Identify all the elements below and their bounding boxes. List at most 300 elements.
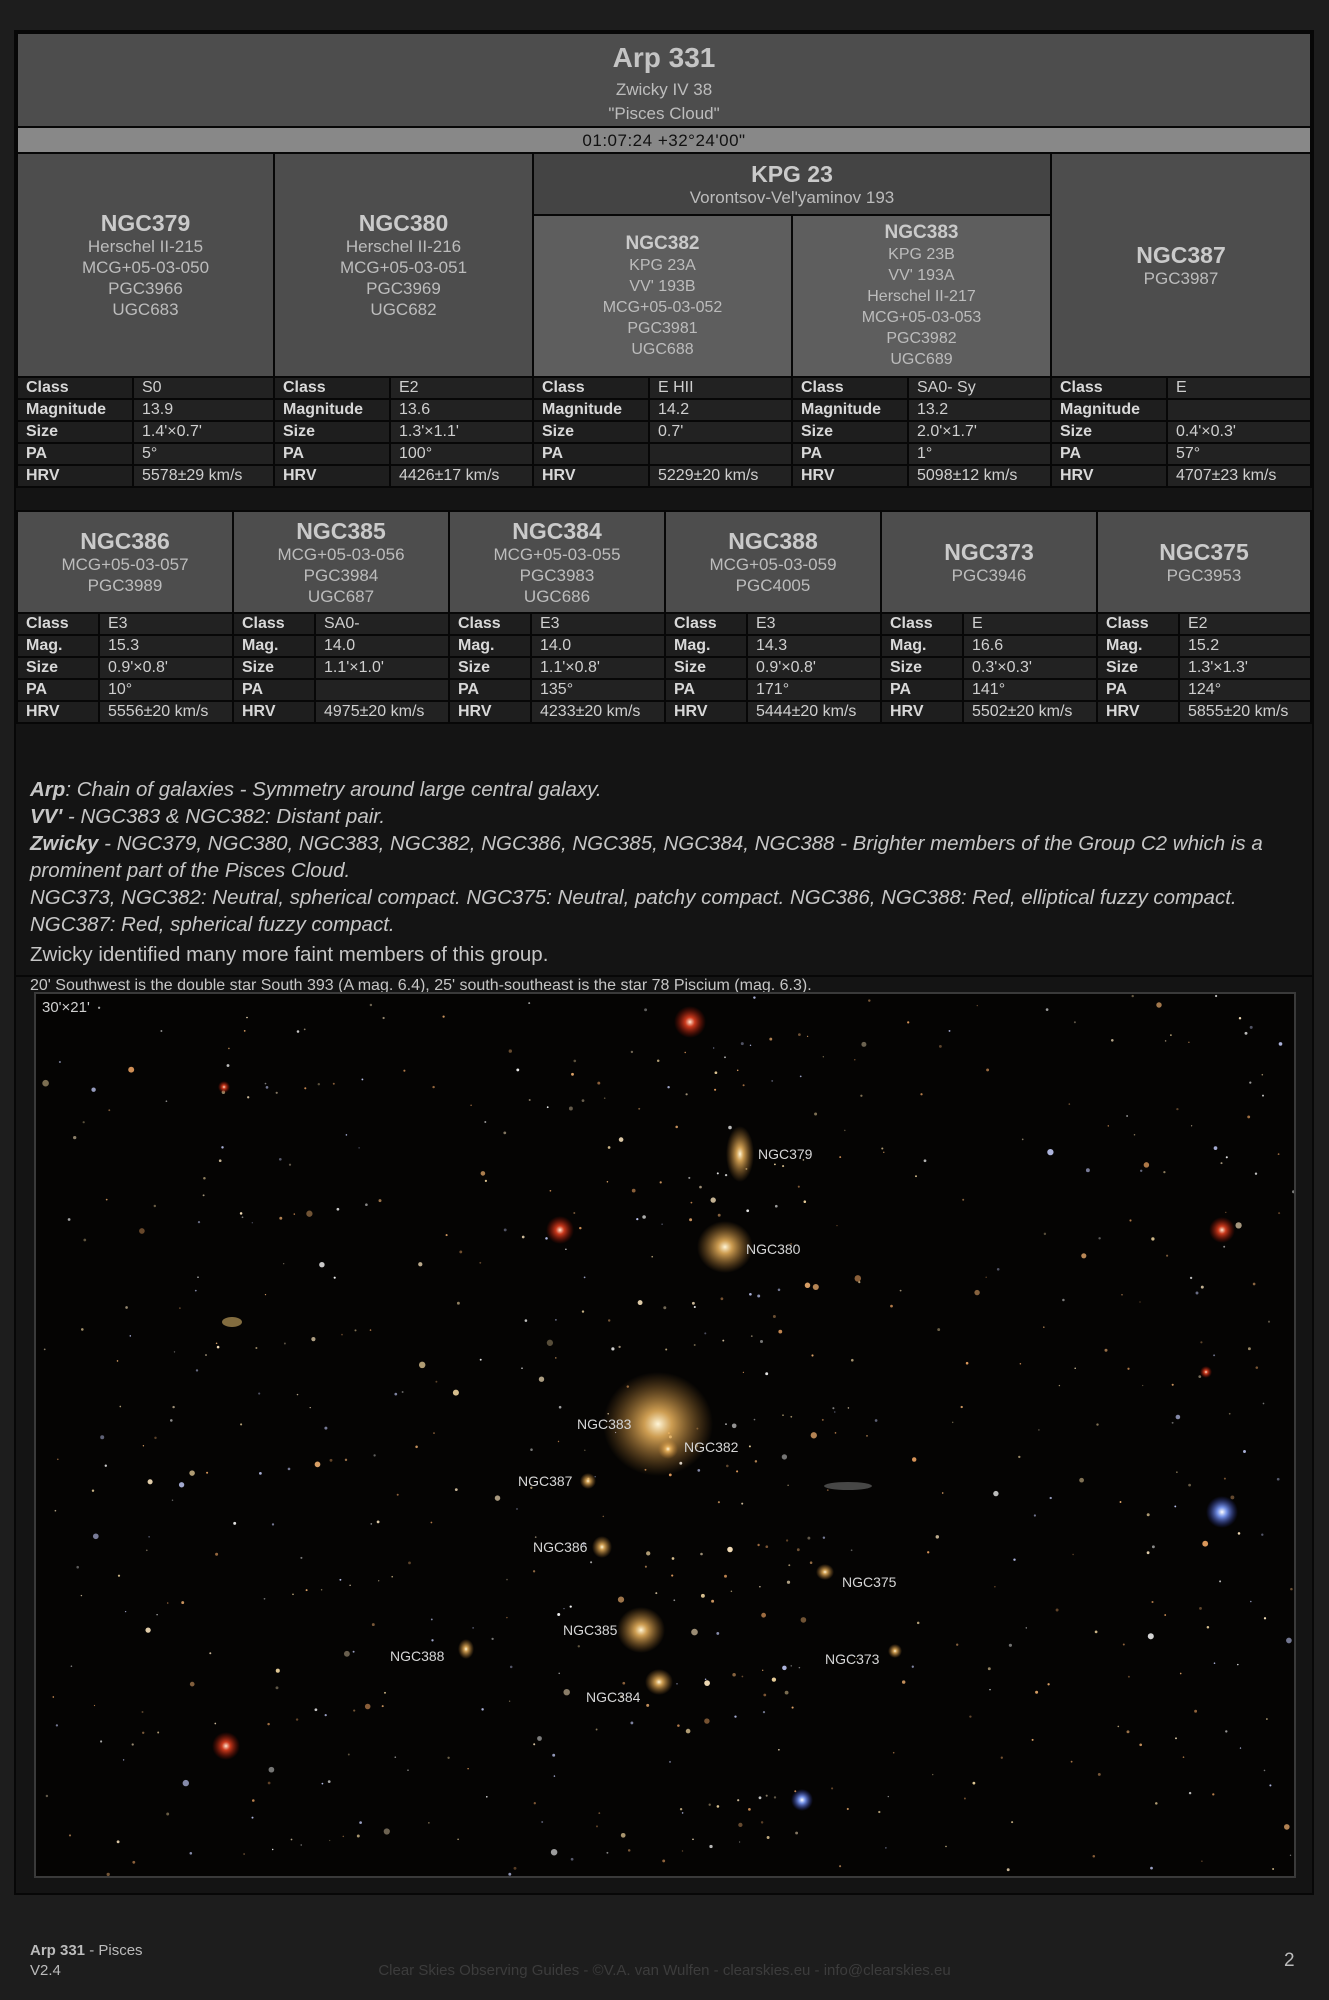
row-value: 5855±20 km/s	[1179, 701, 1311, 723]
star	[1129, 1219, 1131, 1221]
star	[453, 1390, 459, 1396]
star	[811, 1432, 817, 1438]
note-faint: Zwicky identified many more faint members of this group.	[30, 943, 549, 966]
data-table-ngc375	[1096, 612, 1312, 724]
star	[1268, 1321, 1270, 1323]
row-value: 14.2	[649, 399, 792, 421]
kpg-subtitle: Vorontsov-Vel'yaminov 193	[689, 187, 895, 207]
star	[233, 1522, 236, 1525]
row-value: 57°	[1167, 443, 1311, 465]
star	[697, 1469, 700, 1472]
galaxy-id: PGC3981	[627, 319, 698, 337]
star	[854, 1059, 855, 1060]
star	[46, 1795, 48, 1797]
galaxy-name: NGC388	[728, 528, 818, 554]
star	[732, 1673, 736, 1677]
star	[304, 1028, 306, 1030]
star	[132, 1861, 135, 1864]
star	[105, 1465, 107, 1467]
star	[481, 1708, 483, 1710]
star	[373, 1454, 375, 1456]
star	[832, 1407, 834, 1409]
star	[1253, 1283, 1256, 1286]
star	[1139, 1301, 1140, 1302]
star	[1079, 1478, 1084, 1483]
star	[59, 1061, 61, 1063]
star	[44, 1348, 46, 1350]
star	[1111, 1039, 1114, 1042]
star	[1046, 1008, 1049, 1011]
star	[196, 1369, 198, 1371]
star	[555, 1357, 557, 1359]
row-value: E HII	[649, 377, 792, 399]
star	[801, 1617, 807, 1623]
star	[1166, 1255, 1168, 1257]
star	[810, 1561, 813, 1564]
star	[736, 1470, 738, 1472]
star	[1284, 1824, 1290, 1830]
star	[782, 1414, 784, 1416]
table-row	[881, 701, 1097, 723]
star	[861, 1042, 866, 1047]
star	[1098, 1237, 1100, 1239]
star	[885, 1847, 886, 1848]
galaxy-id: UGC682	[370, 300, 437, 319]
row-label: PA	[449, 679, 531, 701]
star	[949, 1030, 951, 1032]
row-value: 0.7'	[649, 421, 792, 443]
label-ngc379: NGC379	[758, 1146, 813, 1162]
table-row	[1097, 701, 1311, 723]
star	[682, 1812, 684, 1814]
star	[813, 1284, 819, 1290]
star	[1013, 1558, 1015, 1560]
star	[672, 1557, 675, 1560]
star	[1128, 1676, 1130, 1678]
star	[1011, 1821, 1013, 1823]
star	[628, 1849, 631, 1852]
row-value: 100°	[390, 443, 533, 465]
star	[755, 1460, 757, 1462]
star	[787, 1581, 790, 1584]
star	[265, 1294, 266, 1295]
star	[272, 1523, 274, 1525]
star	[638, 1108, 640, 1110]
star	[573, 1212, 575, 1214]
row-label: Size	[1051, 421, 1167, 443]
star	[431, 1522, 433, 1524]
star	[860, 1095, 862, 1097]
row-value: 5578±29 km/s	[133, 465, 274, 487]
star	[156, 1614, 157, 1615]
table-row	[449, 635, 665, 657]
star	[822, 1419, 824, 1421]
star	[778, 1330, 782, 1334]
star	[1224, 1478, 1226, 1480]
galaxy-name: NGC385	[296, 517, 386, 544]
star	[795, 1832, 798, 1835]
galaxy-id: PGC3984	[303, 565, 379, 585]
star	[997, 1268, 1000, 1271]
star	[694, 1344, 696, 1346]
star	[283, 1263, 284, 1264]
star	[509, 1049, 512, 1052]
star	[763, 1694, 766, 1697]
star	[485, 1180, 487, 1182]
star	[1188, 1484, 1191, 1487]
star	[582, 1310, 584, 1312]
row-label: Size	[274, 421, 390, 443]
row-value: 2.0'×1.7'	[908, 421, 1051, 443]
star	[786, 1539, 788, 1541]
star	[835, 1432, 837, 1434]
star	[839, 1156, 841, 1158]
star	[522, 1236, 525, 1239]
star	[205, 1354, 207, 1356]
star	[596, 1825, 598, 1827]
star	[215, 1553, 218, 1556]
galaxy-id: MCG+05-03-057	[61, 555, 189, 574]
row-label: Size	[665, 657, 747, 679]
star	[1164, 1614, 1166, 1616]
star	[1286, 1638, 1292, 1644]
star	[851, 1549, 853, 1551]
star	[1165, 1040, 1167, 1042]
table-row	[881, 613, 1097, 635]
star	[170, 1419, 173, 1422]
galaxy-id: PGC4005	[735, 576, 811, 595]
star	[68, 1218, 71, 1221]
star	[1151, 1237, 1154, 1240]
star	[598, 1812, 600, 1814]
star	[711, 1197, 716, 1202]
star	[927, 1551, 929, 1553]
star	[699, 1186, 702, 1189]
star	[117, 1360, 119, 1362]
note-zwicky: Zwicky - NGC379, NGC380, NGC383, NGC382, NGC386, NGC385, NGC384, NGC388 - Brighter members of the Group C2 which is a prominent part of the Pisces Cloud.	[30, 832, 1263, 882]
star	[431, 1618, 433, 1620]
table-row	[1097, 679, 1311, 701]
table-row	[665, 679, 881, 701]
row-label: PA	[233, 679, 315, 701]
galaxy-name: NGC383	[884, 222, 959, 243]
star	[571, 1073, 574, 1076]
star	[890, 1305, 893, 1308]
star	[680, 1808, 682, 1810]
galaxy-id: PGC3946	[951, 565, 1027, 585]
star	[181, 1601, 184, 1604]
galaxy-id: MCG+05-03-051	[339, 258, 468, 277]
star	[142, 1711, 144, 1713]
row-label: PA	[792, 443, 908, 465]
star	[1229, 1413, 1231, 1415]
galaxy-id: VV' 193B	[629, 277, 696, 295]
star	[479, 1262, 481, 1264]
star	[1144, 1162, 1150, 1168]
star	[631, 1051, 633, 1053]
star	[743, 1084, 745, 1086]
star	[325, 1714, 327, 1716]
star	[510, 1666, 513, 1669]
star	[692, 1302, 695, 1305]
star	[189, 1470, 195, 1476]
star	[1059, 1385, 1060, 1386]
star	[632, 1189, 636, 1193]
row-value: 0.3'×0.3'	[963, 657, 1097, 679]
row-label: Mag.	[1097, 635, 1179, 657]
star	[966, 1362, 969, 1365]
star	[259, 1472, 262, 1475]
star	[782, 1165, 784, 1167]
galaxy-name: NGC386	[80, 528, 170, 554]
star	[71, 1665, 73, 1667]
star	[337, 1208, 340, 1211]
star	[319, 1262, 324, 1267]
star	[907, 1021, 909, 1023]
row-value	[1167, 399, 1311, 421]
star	[1230, 1495, 1234, 1499]
galaxy-header-ngc375	[1096, 510, 1312, 614]
star	[667, 1086, 669, 1088]
star	[1290, 1855, 1291, 1856]
star	[741, 1042, 744, 1045]
star	[565, 1249, 567, 1251]
galaxy-ngc388	[458, 1639, 474, 1659]
star	[608, 1146, 611, 1149]
data-table-ngc380	[273, 376, 534, 488]
star	[1262, 1074, 1264, 1076]
galaxy-id: KPG 23B	[888, 246, 955, 263]
row-value: 5556±20 km/s	[99, 701, 233, 723]
row-label: Class	[449, 613, 531, 635]
row-label: Class	[1051, 377, 1167, 399]
table-row	[665, 613, 881, 635]
star	[272, 1849, 273, 1850]
row-value: S0	[133, 377, 274, 399]
row-label: Magnitude	[17, 399, 133, 421]
star	[365, 1704, 371, 1710]
row-label: PA	[665, 679, 747, 701]
star	[365, 1203, 368, 1206]
label-ngc384: NGC384	[586, 1689, 641, 1705]
star	[334, 1277, 336, 1279]
star	[552, 1754, 555, 1757]
galaxy-header-ngc385	[232, 510, 450, 614]
star	[682, 1850, 683, 1851]
star	[814, 1113, 817, 1116]
star	[760, 1340, 763, 1343]
star	[1156, 1002, 1161, 1007]
star	[206, 1472, 208, 1474]
star	[662, 1859, 665, 1862]
star	[1176, 1471, 1177, 1472]
star	[569, 1107, 573, 1111]
label-ngc382: NGC382	[684, 1439, 739, 1455]
edge-on-galaxy	[824, 1482, 872, 1490]
star	[1237, 1664, 1238, 1665]
star	[1035, 1691, 1038, 1694]
note-compact: NGC373, NGC382: Neutral, spherical compact. NGC375: Neutral, patchy compact. NGC386, NGC388: Red, elliptical fuzzy compact. NGC387: Red, spherical fuzzy compact.	[30, 886, 1237, 936]
star	[550, 1190, 552, 1192]
row-label: PA	[17, 679, 99, 701]
star	[778, 1749, 780, 1751]
star	[636, 1218, 638, 1220]
row-value: 0.9'×0.8'	[99, 657, 233, 679]
star	[318, 1083, 320, 1085]
star	[724, 1575, 727, 1578]
star	[986, 1068, 989, 1071]
row-value: E3	[747, 613, 881, 635]
star	[1086, 1168, 1090, 1172]
star	[724, 1056, 726, 1058]
table-row	[665, 657, 881, 679]
star	[1212, 1793, 1214, 1795]
footer-arp: Arp 331	[30, 1942, 86, 1959]
star	[1120, 1501, 1122, 1503]
star	[1047, 1149, 1053, 1155]
row-label: Class	[1097, 613, 1179, 635]
star	[1127, 1368, 1129, 1370]
label-ngc388: NGC388	[390, 1648, 445, 1664]
star	[878, 1811, 880, 1813]
star	[57, 1458, 59, 1460]
designation-line: Zwicky IV 38	[615, 80, 713, 99]
star	[442, 1015, 444, 1017]
star	[353, 1710, 355, 1712]
star	[932, 1774, 933, 1775]
notes-divider	[16, 975, 1312, 977]
star	[725, 1423, 727, 1425]
row-label: Size	[792, 421, 908, 443]
galaxy-id: MCG+05-03-050	[81, 258, 210, 277]
row-value	[315, 679, 449, 701]
star	[1172, 1422, 1174, 1424]
star	[607, 1181, 609, 1183]
star	[579, 1227, 581, 1229]
star	[521, 1367, 523, 1369]
row-value: 1°	[908, 443, 1051, 465]
star	[1180, 1673, 1182, 1675]
star	[1214, 1146, 1218, 1150]
star	[42, 1080, 49, 1087]
star	[559, 1406, 562, 1409]
star	[737, 1070, 739, 1072]
star	[942, 1492, 944, 1494]
star	[459, 1250, 462, 1253]
star	[750, 1045, 751, 1046]
star	[457, 1839, 459, 1841]
star	[525, 1319, 528, 1322]
star	[742, 1676, 744, 1678]
star	[1225, 1212, 1226, 1213]
guide-frame	[14, 30, 1314, 1895]
star	[714, 1089, 716, 1091]
table-row	[881, 657, 1097, 679]
table-row	[792, 421, 1051, 443]
star	[1220, 1162, 1222, 1164]
star	[753, 996, 755, 998]
star	[1098, 1773, 1101, 1776]
star	[771, 1080, 773, 1082]
star	[725, 1174, 727, 1176]
bright-star	[674, 1006, 706, 1038]
star	[717, 1805, 720, 1808]
star	[108, 1109, 110, 1111]
galaxy-id: PGC3987	[1143, 268, 1219, 288]
galaxy-ngc380	[697, 1221, 753, 1273]
galaxy-name: NGC382	[625, 232, 700, 254]
star	[665, 1348, 667, 1350]
star	[446, 1234, 448, 1236]
star	[774, 1164, 776, 1166]
star	[167, 1602, 169, 1604]
star	[157, 1732, 159, 1734]
star	[341, 1334, 343, 1336]
star	[125, 1306, 128, 1309]
table-row	[533, 421, 792, 443]
row-label: HRV	[1051, 465, 1167, 487]
galaxy-id: MCG+05-03-052	[602, 298, 723, 316]
star	[541, 1821, 543, 1823]
star	[306, 1211, 312, 1217]
galaxy-header-ngc386	[16, 510, 234, 614]
row-value: E3	[531, 613, 665, 635]
star	[349, 1585, 350, 1586]
star	[555, 1319, 557, 1321]
star	[823, 1056, 824, 1057]
star	[1263, 1403, 1265, 1405]
star	[807, 1036, 808, 1037]
data-table-ngc388	[664, 612, 882, 724]
galaxy-id: Herschel II-217	[867, 288, 976, 305]
star	[306, 1589, 308, 1591]
star	[265, 1083, 267, 1085]
star	[1201, 1860, 1202, 1861]
star	[1174, 1505, 1176, 1507]
star	[761, 1613, 766, 1618]
star	[73, 1136, 76, 1139]
star	[246, 1017, 248, 1019]
galaxy-id: UGC683	[112, 300, 179, 319]
star	[1245, 1032, 1248, 1035]
row-label: HRV	[233, 701, 315, 723]
galaxy-id: VV' 193A	[888, 267, 955, 284]
star	[630, 1721, 633, 1724]
star	[296, 1718, 298, 1720]
row-value: 14.0	[531, 635, 665, 657]
galaxy-id: KPG 23A	[629, 256, 696, 274]
row-value: 4707±23 km/s	[1167, 465, 1311, 487]
star	[847, 1808, 849, 1810]
star	[56, 1724, 58, 1726]
star	[83, 1121, 85, 1123]
star	[372, 1623, 375, 1626]
star	[759, 1586, 760, 1587]
star	[328, 1780, 331, 1783]
star	[671, 1575, 673, 1577]
kpg-header	[532, 152, 1052, 216]
star	[384, 1692, 386, 1694]
star	[1071, 1761, 1073, 1763]
star	[276, 1092, 278, 1094]
star	[119, 1406, 121, 1408]
star	[805, 1283, 811, 1289]
star	[304, 1087, 306, 1089]
star	[142, 1732, 144, 1734]
star	[728, 1126, 732, 1130]
row-label: HRV	[881, 701, 963, 723]
star	[974, 1290, 979, 1295]
